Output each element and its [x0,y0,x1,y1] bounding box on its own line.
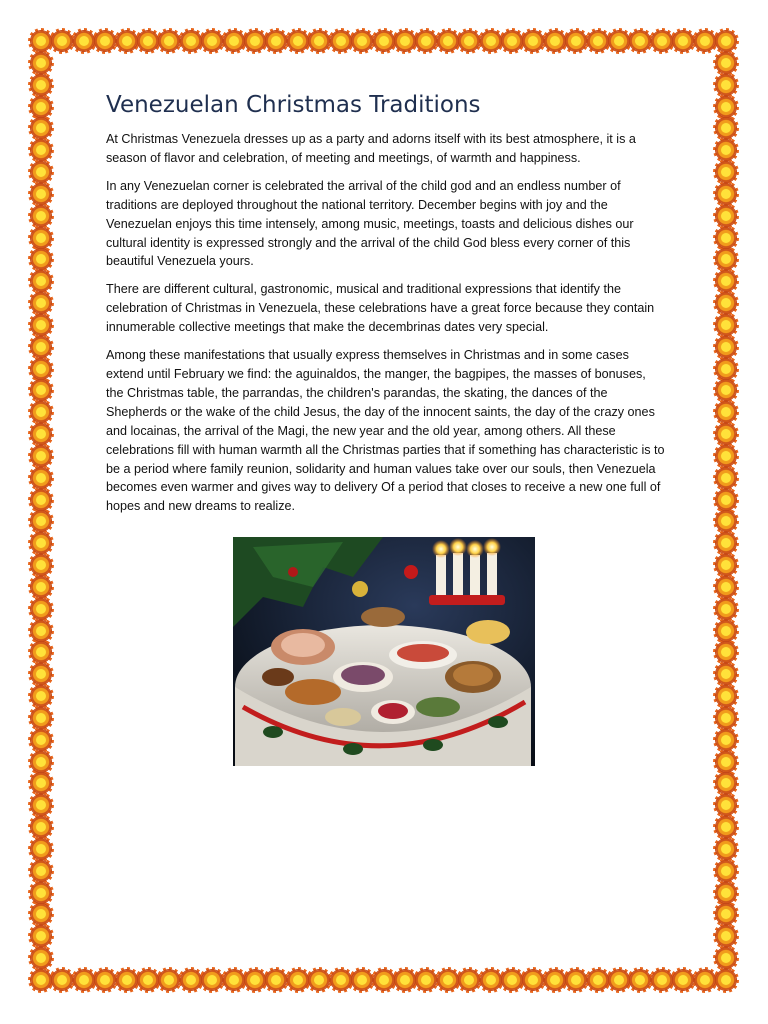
sun-icon [31,533,51,553]
sun-icon [95,970,115,990]
sun-icon [673,31,693,51]
sun-icon [716,948,736,968]
sun-icon [31,773,51,793]
sun-icon [566,31,586,51]
sun-icon [716,337,736,357]
paragraph-traditions: In any Venezuelan corner is celebrated the arrival of the child god and an endless number of traditions are deployed throughout the national territory. December begins with joy and the Venezuelan enjoys this time intensely, among music, meetings, toasts and delicious dishes our cultural identity is expressed strongly and the arrival of the child God bless every corner of this beautiful Venezuela yours. [106,178,634,269]
sun-icon [31,948,51,968]
sun-icon [502,970,522,990]
sun-icon [31,31,51,51]
sun-icon [716,97,736,117]
sun-icon [31,883,51,903]
sun-icon [716,402,736,422]
sun-icon [481,31,501,51]
sun-icon [459,31,479,51]
sun-icon [31,730,51,750]
sun-icon [31,140,51,160]
sun-icon [652,970,672,990]
sun-icon [288,970,308,990]
document-body [106,92,666,525]
christmas-table-illustration [233,537,535,766]
sun-icon [288,31,308,51]
sun-icon [716,271,736,291]
sun-icon [31,839,51,859]
sun-icon [31,817,51,837]
sun-icon [716,490,736,510]
sun-icon [716,446,736,466]
sun-icon [245,31,265,51]
sun-icon [374,31,394,51]
sun-icon [159,970,179,990]
sun-icon [31,97,51,117]
paragraph-expressions: There are different cultural, gastronomic, musical and traditional expressions that identify the celebration of Christmas in Venezuela, these celebrations have a great force because they contain innumerable collective meetings that make the decembrinas dates very special. [106,282,655,335]
sun-icon [630,31,650,51]
sun-icon [31,359,51,379]
sun-icon [716,621,736,641]
sun-icon [374,970,394,990]
sun-icon [31,271,51,291]
sun-icon [588,31,608,51]
sun-icon [716,904,736,924]
sun-icon [159,31,179,51]
sun-icon [95,31,115,51]
sun-icon [416,970,436,990]
sun-icon [309,31,329,51]
sun-icon [716,118,736,138]
sun-icon [331,31,351,51]
sun-icon [309,970,329,990]
sun-icon [31,577,51,597]
sun-icon [31,795,51,815]
sun-icon [630,970,650,990]
sun-icon [31,664,51,684]
sun-icon [331,970,351,990]
sun-icon [716,228,736,248]
sun-icon [74,970,94,990]
sun-icon [31,468,51,488]
sun-icon [31,904,51,924]
sun-icon [566,970,586,990]
sun-icon [52,31,72,51]
sun-icon [716,577,736,597]
sun-icon [31,337,51,357]
sun-icon [31,184,51,204]
sun-icon [438,31,458,51]
sun-icon [266,970,286,990]
sun-icon [31,861,51,881]
sun-icon [716,664,736,684]
page-title: Venezuelan Christmas Traditions [106,92,481,118]
sun-icon [31,686,51,706]
sun-icon [652,31,672,51]
sun-icon [716,511,736,531]
sun-icon [395,970,415,990]
sun-icon [716,970,736,990]
sun-icon [502,31,522,51]
sun-icon [181,31,201,51]
sun-icon [716,730,736,750]
sun-icon [31,926,51,946]
sun-icon [395,31,415,51]
sun-icon [716,773,736,793]
christmas-table-photo [233,537,535,766]
sun-icon [716,380,736,400]
sun-icon [202,31,222,51]
sun-icon [545,970,565,990]
sun-icon [416,31,436,51]
sun-icon [716,708,736,728]
sun-icon [31,970,51,990]
sun-icon [716,162,736,182]
sun-icon [31,118,51,138]
sun-icon [716,424,736,444]
paragraph-manifestations: Among these manifestations that usually express themselves in Christmas and in some cases extend until February we find: the aguinaldos, the manger, the bagpipes, the masses of bonuses, the Christmas table, the parrandas, the children's parandas, the skating, the dances of the Shepherds or the wake of the child Jesus, the day of the innocent saints, the day of the crazy ones and locainas, the arrival of the Magi, the new year and the old year, among others. All these celebrations fill with human warmth all the Christmas parties that if something has characteristic is to be a period where family reunion, solidarity and human values take over our souls, then Venezuela becomes even warmer and gives way to delivery Of a period that closes to receive a new one full of hopes and new dreams to realize. [106,348,665,514]
sun-icon [31,708,51,728]
sun-icon [716,883,736,903]
sun-icon [352,970,372,990]
sun-icon [523,31,543,51]
sun-icon [31,511,51,531]
sun-icon [716,642,736,662]
sun-icon [716,75,736,95]
sun-icon [202,970,222,990]
sun-icon [31,490,51,510]
sun-icon [716,817,736,837]
sun-icon [31,228,51,248]
sun-icon [545,31,565,51]
sun-icon [716,686,736,706]
sun-icon [716,795,736,815]
sun-icon [31,642,51,662]
sun-icon [31,380,51,400]
sun-icon [138,31,158,51]
sun-icon [673,970,693,990]
sun-icon [716,861,736,881]
sun-icon [716,293,736,313]
sun-icon [52,970,72,990]
sun-icon [31,162,51,182]
sun-icon [523,970,543,990]
sun-icon [74,31,94,51]
paragraph-intro: At Christmas Venezuela dresses up as a party and adorns itself with its best atmosphere, it is a season of flavor and celebration, of meeting and meetings, of warmth and happiness. [106,132,636,165]
sun-icon [31,75,51,95]
sun-icon [31,53,51,73]
sun-icon [716,468,736,488]
sun-icon [695,31,715,51]
sun-icon [716,839,736,859]
sun-icon [245,970,265,990]
sun-icon [31,424,51,444]
sun-icon [31,555,51,575]
sun-icon [716,31,736,51]
sun-icon [716,752,736,772]
sun-icon [438,970,458,990]
sun-icon [695,970,715,990]
sun-icon [352,31,372,51]
sun-icon [716,599,736,619]
sun-icon [459,970,479,990]
sun-icon [716,206,736,226]
sun-icon [224,31,244,51]
sun-icon [716,926,736,946]
sun-icon [138,970,158,990]
sun-icon [31,402,51,422]
sun-icon [31,446,51,466]
sun-icon [716,184,736,204]
sun-icon [481,970,501,990]
sun-icon [716,359,736,379]
sun-icon [31,249,51,269]
sun-icon [588,970,608,990]
sun-icon [716,555,736,575]
sun-icon [31,752,51,772]
sun-icon [117,970,137,990]
sun-icon [609,970,629,990]
sun-icon [31,293,51,313]
sun-icon [266,31,286,51]
sun-icon [716,53,736,73]
sun-icon [224,970,244,990]
sun-icon [31,315,51,335]
sun-icon [609,31,629,51]
sun-icon [31,599,51,619]
sun-icon [31,206,51,226]
sun-icon [31,621,51,641]
sun-icon [716,315,736,335]
sun-icon [117,31,137,51]
sun-icon [181,970,201,990]
sun-icon [716,533,736,553]
sun-icon [716,140,736,160]
sun-icon [716,249,736,269]
